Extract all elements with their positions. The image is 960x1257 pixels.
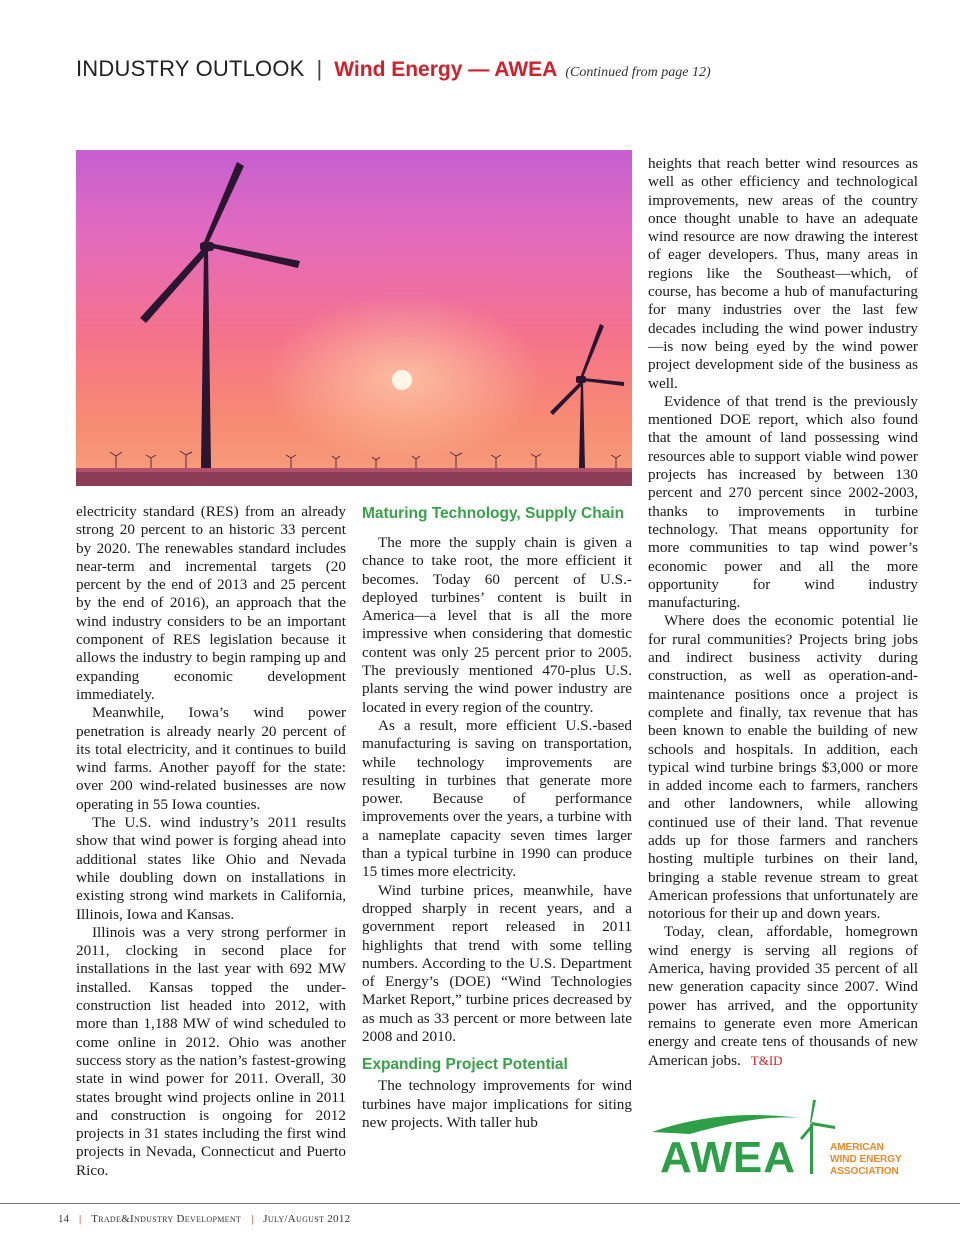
column-1 bbox=[76, 503, 346, 1180]
issue-date: July/August 2012 bbox=[263, 1213, 351, 1225]
paragraph: The U.S. wind industry’s 2011 results show that wind power is forging ahead into additional states like Ohio and Nevada while doubling down on installations in existing strong wind markets in California, Illinois, Iowa and Kansas. bbox=[76, 814, 346, 923]
header-separator: | bbox=[316, 56, 323, 81]
section-label: INDUSTRY OUTLOOK bbox=[76, 56, 305, 81]
paragraph: Evidence of that trend is the previously mentioned DOE report, which also found that the amount of land possessing wind resources able to support viable wind power projects has increased by between 130 percent and 270 percent since 2002-2003, thanks to improvements in turbine technology. That means opportunity for more communities to tap wind power’s economic power and all the more opportunity for wind industry manufacturing. bbox=[648, 392, 918, 612]
article-title: Wind Energy — AWEA bbox=[334, 58, 558, 81]
footer-separator: | bbox=[79, 1213, 82, 1225]
paragraph: Illinois was a very strong performer in 2011, clocking in second place for installations in the last year with 692 MW installed. Kansas topped the under-construction list headed into 2012, with more than 1,188 MW of wind scheduled to come online in 2012. Ohio was another success story as the nation’s fastest-growing state in wind power for 2011. Overall, 30 states brought wind projects online in 2011 and construction is ongoing for 2012 projects in 31 states including the first wind projects in Nevada, Connecticut and Puerto Rico. bbox=[76, 923, 346, 1179]
awea-logo-graphic bbox=[650, 1100, 920, 1180]
page-footer bbox=[58, 1213, 350, 1225]
footer-rule bbox=[0, 1203, 960, 1204]
paragraph: Where does the economic potential lie for rural communities? Projects bring jobs and indirect business activity during construction, as well as operation-and-maintenance positions once a project is complete and finally, tax revenue that has been known to enable the building of new schools and hospitals. In addition, each typical wind turbine brings $3,000 or more in added income each to farmers, ranchers and other landowners, while allowing continued use of their land. That revenue adds up for those farmers and ranchers hosting multiple turbines on their land, bringing a stable revenue stream to great American professions that unfortunately are notorious for their up and down years. bbox=[648, 612, 918, 923]
paragraph-final bbox=[648, 923, 918, 1069]
logo-wordmark: AWEA bbox=[660, 1133, 796, 1180]
paragraph: The technology improvements for wind turbines have major implications for siting new projects. With taller hub bbox=[362, 1077, 632, 1131]
publication-name: Trade&Industry Development bbox=[91, 1213, 242, 1225]
footer-separator: | bbox=[251, 1213, 254, 1225]
paragraph: Meanwhile, Iowa’s wind power penetration is already nearly 20 percent of its total electricity, and it continues to build wind farms. Another payoff for the state: over 200 wind-related businesses are now operating in 55 Iowa counties. bbox=[76, 704, 346, 813]
wind-turbines-sunset-photo bbox=[76, 150, 632, 486]
photo-illustration bbox=[76, 150, 632, 486]
paragraph: As a result, more efficient U.S.-based manufacturing is saving on transportation, while technology improvements are resulting in turbines that generate more power. Because of performance improvements over the years, a turbine with a nameplate capacity seven times larger than a typical turbine in 1990 can produce 15 times more electricity. bbox=[362, 716, 632, 881]
swoosh-icon bbox=[652, 1115, 800, 1134]
logo-line-3: ASSOCIATION bbox=[830, 1166, 899, 1177]
paragraph: The more the supply chain is given a chance to take root, the more efficient it becomes. Today 60 percent of U.S.-deployed turbines’ content is built in America—a level that is all the more impressive when considering that domestic content was only 25 percent prior to 2005. The previously mentioned 470-plus U.S. plants serving the wind power industry are located in every region of the country. bbox=[362, 534, 632, 716]
paragraph-final-text: Today, clean, affordable, homegrown wind energy is serving all regions of America, having provided 35 percent of all new generation capacity since 2007. Wind power has arrived, and the opportunity remains to generate even more American energy and create tens of thousands of new American jobs. bbox=[648, 923, 918, 1069]
subhead-maturing-technology: Maturing Technology, Supply Chain bbox=[362, 505, 625, 522]
logo-line-2: WIND ENERGY bbox=[830, 1154, 902, 1165]
subhead-expanding-potential: Expanding Project Potential bbox=[362, 1056, 568, 1074]
end-mark: T&ID bbox=[750, 1052, 783, 1068]
column-2 bbox=[362, 503, 632, 1132]
paragraph: electricity standard (RES) from an already strong 20 percent to an historic 33 percent by 2020. The renewables standard includes near-term and incremental targets (20 percent by the end of 2013 and 25 percent by the end of 2016), an approach that the wind industry considers to be an important component of RES legislation because it allows the industry to begin ramping up and expanding economic development immediately. bbox=[76, 503, 346, 703]
paragraph: Wind turbine prices, meanwhile, have dropped sharply in recent years, and a government report released in 2011 highlights that trend with some telling numbers. According to the U.S. Department of Energy’s (DOE) “Wind Technologies Market Report,” turbine prices decreased by as much as 33 percent or more between late 2008 and 2010. bbox=[362, 881, 632, 1046]
column-3 bbox=[648, 155, 918, 1070]
page-number: 14 bbox=[58, 1213, 69, 1225]
sun bbox=[392, 370, 412, 390]
logo-line-1: AMERICAN bbox=[830, 1142, 884, 1153]
awea-logo bbox=[650, 1100, 920, 1180]
paragraph: heights that reach better wind resources as well as other efficiency and technological improvements, new areas of the country once thought unable to have an adequate wind resource are now drawing the interest of eager developers. Thus, many areas in regions like the Southeast—which, of course, has become a hub of manufacturing for many industries over the last few decades including the wind power industry—is now being eyed by the wind power project development side of the business as well. bbox=[648, 155, 918, 392]
page-header bbox=[76, 56, 711, 86]
continued-note: (Continued from page 12) bbox=[565, 65, 711, 80]
